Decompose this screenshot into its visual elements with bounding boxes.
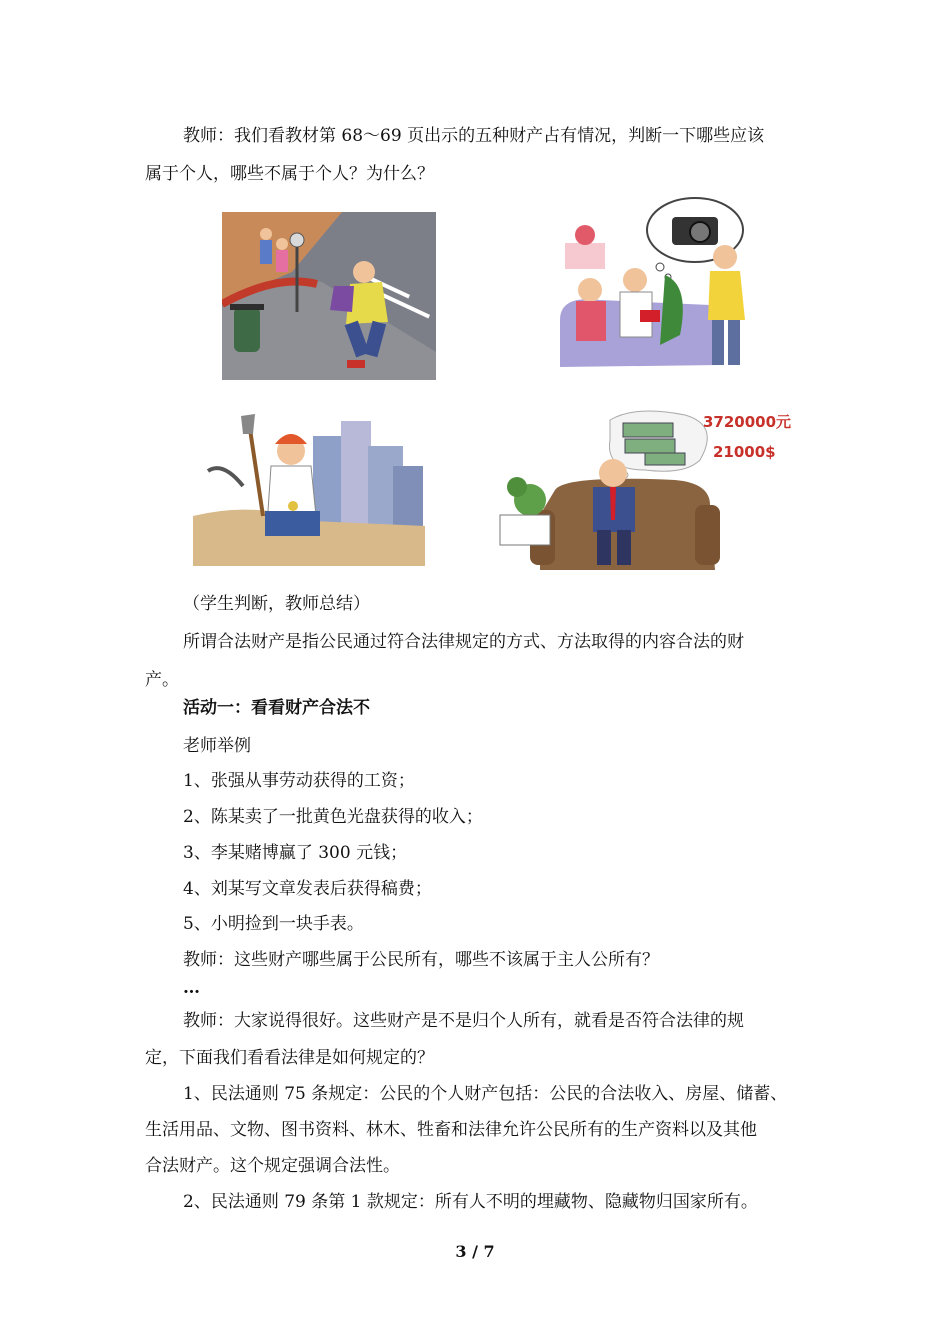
ellipsis: …	[183, 978, 200, 998]
money-label-2: 21000$	[713, 443, 776, 461]
law1-line-1: 1、民法通则 75 条规定：公民的个人财产包括：公民的合法收入、房屋、储蓄、	[183, 1084, 788, 1104]
student-judge-note: （学生判断，教师总结）	[183, 594, 370, 614]
illustration-found-wallet	[222, 212, 436, 380]
example-item: 2、陈某卖了一批黄色光盘获得的收入；	[183, 807, 483, 827]
teacher-example-heading: 老师举例	[183, 736, 251, 756]
teacher-summary-line-2: 定，下面我们看看法律是如何规定的？	[145, 1048, 434, 1068]
activity-title: 活动一：看看财产合法不	[183, 698, 370, 718]
example-item: 4、刘某写文章发表后获得稿费；	[183, 879, 432, 899]
example-item: 1、张强从事劳动获得的工资；	[183, 771, 415, 791]
definition-line-2: 产。	[145, 670, 179, 690]
teacher-summary-line-1: 教师：大家说得很好。这些财产是不是归个人所有，就看是否符合法律的规	[183, 1011, 744, 1031]
law2-line: 2、民法通则 79 条第 1 款规定：所有人不明的埋藏物、隐藏物归国家所有。	[183, 1192, 758, 1212]
page-number: 3 / 7	[455, 1242, 495, 1261]
illustration-camera-gift	[540, 195, 770, 380]
example-item: 3、李某赌博赢了 300 元钱；	[183, 843, 408, 863]
illustration-money-dream	[485, 405, 805, 575]
example-item: 5、小明捡到一块手表。	[183, 914, 364, 934]
teacher-question: 教师：这些财产哪些属于公民所有，哪些不该属于主人公所有？	[183, 950, 659, 970]
money-label-1: 3720000元	[703, 413, 792, 431]
intro-line-2: 属于个人，哪些不属于个人？为什么？	[145, 164, 434, 184]
intro-line-1: 教师：我们看教材第 68～69 页出示的五种财产占有情况，判断一下哪些应该	[183, 126, 765, 146]
law1-line-3: 合法财产。这个规定强调合法性。	[145, 1156, 400, 1176]
definition-line-1: 所谓合法财产是指公民通过符合法律规定的方式、方法取得的内容合法的财	[183, 632, 744, 652]
law1-line-2: 生活用品、文物、图书资料、林木、牲畜和法律允许公民所有的生产资料以及其他	[145, 1120, 757, 1140]
illustration-construction-treasure	[193, 406, 425, 566]
